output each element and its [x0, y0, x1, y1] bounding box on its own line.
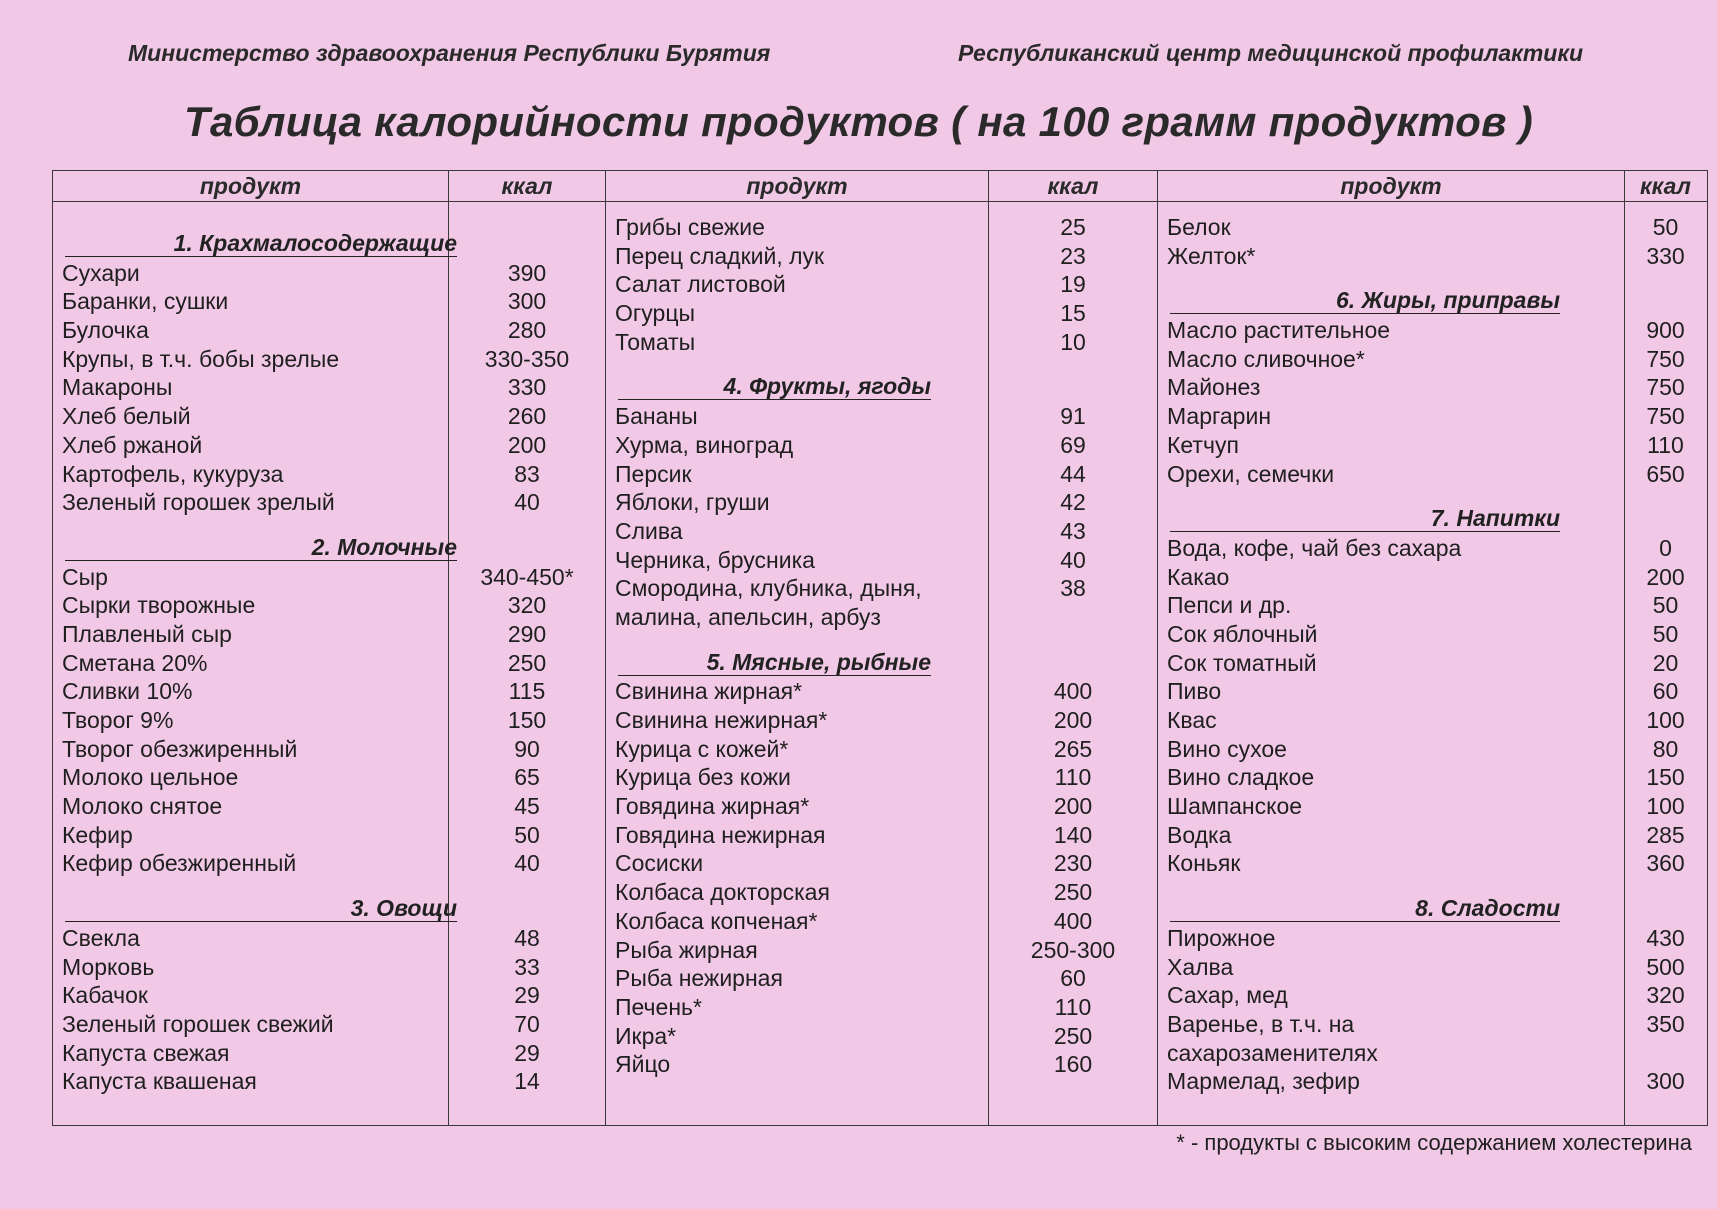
product-name: Кетчуп: [1167, 431, 1239, 458]
section-spacer: [606, 632, 1157, 649]
product-name: Сырки творожные: [62, 592, 256, 619]
product-name: Желток*: [1167, 242, 1256, 269]
kcal-value: 29: [514, 1039, 540, 1066]
kcal-value: 110: [1054, 764, 1092, 791]
table-row: [1158, 431, 1707, 460]
section-title: 5. Мясные, рыбные: [618, 649, 931, 676]
section-heading: [606, 373, 1157, 402]
table-row: [606, 402, 1157, 431]
kcal-value: 110: [1054, 993, 1092, 1020]
kcal-value: 83: [514, 460, 540, 487]
kcal-value: 400: [1053, 907, 1093, 934]
kcal-value: 150: [1646, 764, 1685, 791]
table-row: [53, 563, 605, 592]
table-row: [1158, 620, 1707, 649]
kcal-value: 70: [514, 1010, 540, 1037]
table-row: [53, 431, 605, 460]
table-row: [1158, 735, 1707, 764]
table-row: [606, 328, 1157, 357]
column-body: [606, 213, 1157, 1079]
column-header: [53, 171, 605, 202]
table-row: [1158, 345, 1707, 374]
document-title: Таблица калорийности продуктов ( на 100 грамм продуктов ): [184, 98, 1533, 145]
kcal-value: 250: [1053, 879, 1093, 906]
product-name: Смородина, клубника, дыня,: [615, 575, 922, 602]
kcal-value: 250-300: [1030, 936, 1116, 963]
table-row: [1158, 1039, 1707, 1068]
product-name: Хлеб ржаной: [62, 431, 203, 458]
product-name: Сок томатный: [1167, 649, 1317, 676]
kcal-value: 40: [1060, 546, 1086, 573]
section-heading: [53, 230, 605, 259]
kcal-value: 250: [1053, 1022, 1093, 1049]
product-name: Зеленый горошек свежий: [62, 1010, 334, 1037]
product-name: Рыба нежирная: [615, 965, 783, 992]
kcal-value: 42: [1060, 489, 1086, 516]
table-row: [1158, 821, 1707, 850]
kcal-value: 230: [1053, 850, 1093, 877]
product-name: Рыба жирная: [615, 936, 758, 963]
table-row: [1158, 649, 1707, 678]
product-name: Сок яблочный: [1167, 620, 1318, 647]
kcal-value: 50: [1652, 592, 1679, 619]
kcal-value: 50: [514, 821, 540, 848]
kcal-value: 320: [507, 592, 547, 619]
product-name: Сахар, мед: [1167, 982, 1288, 1009]
kcal-value: 43: [1060, 517, 1086, 544]
product-name: Халва: [1167, 953, 1234, 980]
kcal-value: 60: [1060, 965, 1086, 992]
product-name: Баранки, сушки: [62, 288, 229, 315]
table-row: [53, 1010, 605, 1039]
kcal-value: 160: [1053, 1051, 1093, 1078]
table-row: [1158, 460, 1707, 489]
product-name: Персик: [615, 460, 692, 487]
product-name: Кефир обезжиренный: [62, 850, 297, 877]
section-heading: [53, 895, 605, 924]
product-name: Какао: [1167, 563, 1230, 590]
product-name: Сметана 20%: [62, 649, 208, 676]
kcal-value: 330-350: [484, 345, 570, 372]
product-name: Свинина жирная*: [615, 678, 803, 705]
column-header: [606, 171, 1157, 202]
product-name: Курица с кожей*: [615, 735, 789, 762]
kcal-value: 91: [1060, 403, 1086, 430]
product-name: Капуста квашеная: [62, 1068, 257, 1095]
calorie-table: [52, 170, 1708, 1126]
kcal-value: 285: [1646, 821, 1685, 848]
section-heading: [1158, 895, 1707, 924]
kcal-value: 300: [507, 288, 547, 315]
table-row: [53, 259, 605, 288]
product-name: Крупы, в т.ч. бобы зрелые: [62, 345, 340, 372]
product-name: Водка: [1167, 821, 1232, 848]
product-name: Орехи, семечки: [1167, 460, 1335, 487]
table-row: [606, 936, 1157, 965]
table-row: [606, 907, 1157, 936]
table-row: [53, 706, 605, 735]
table-row: [606, 677, 1157, 706]
product-name: Коньяк: [1167, 850, 1241, 877]
product-name: малина, апельсин, арбуз: [615, 603, 881, 630]
kcal-value: 44: [1060, 460, 1086, 487]
table-row: [606, 574, 1157, 603]
table-row: [53, 287, 605, 316]
kcal-value: 650: [1646, 460, 1685, 487]
product-name: Картофель, кукуруза: [62, 460, 284, 487]
product-name: Говядина жирная*: [615, 793, 810, 820]
section-spacer: [53, 517, 605, 534]
product-name: Бананы: [615, 403, 698, 430]
kcal-value: 260: [507, 403, 547, 430]
product-name: Черника, брусника: [615, 546, 815, 573]
table-row: [53, 460, 605, 489]
kcal-value: 14: [514, 1068, 540, 1095]
column-body: [1158, 213, 1707, 1096]
kcal-value: 750: [1646, 345, 1685, 372]
product-name: Свинина нежирная*: [615, 707, 828, 733]
table-row: [1158, 563, 1707, 592]
kcal-value: 350: [1646, 1010, 1685, 1037]
kcal-value: 40: [514, 850, 540, 877]
kcal-value: 29: [514, 982, 540, 1009]
table-row: [606, 431, 1157, 460]
table-row: [53, 316, 605, 345]
table-row: [606, 488, 1157, 517]
table-row: [1158, 792, 1707, 821]
table-row: [1158, 953, 1707, 982]
table-row: [606, 763, 1157, 792]
table-row: [1158, 981, 1707, 1010]
kcal-value: 400: [1053, 678, 1093, 705]
kcal-value: 65: [514, 764, 540, 791]
product-name: Зеленый горошек зрелый: [62, 489, 335, 516]
kcal-value: 750: [1646, 403, 1685, 430]
product-name: Огурцы: [615, 300, 696, 327]
table-row: [1158, 763, 1707, 792]
kcal-value: 50: [1652, 620, 1679, 647]
kcal-value: 90: [514, 735, 540, 762]
product-name: Белок: [1167, 214, 1231, 240]
kcal-value: 330: [1646, 242, 1685, 269]
product-name: Яблоки, груши: [615, 489, 770, 516]
table-column-1: [53, 171, 606, 1125]
section-title: 7. Напитки: [1170, 505, 1560, 532]
table-row: [1158, 402, 1707, 431]
section-heading: [1158, 287, 1707, 316]
kcal-value: 48: [514, 924, 540, 951]
table-row: [606, 460, 1157, 489]
table-column-2: [606, 171, 1158, 1125]
table-row: [606, 299, 1157, 328]
product-name: Хлеб белый: [62, 403, 191, 430]
table-row: [53, 373, 605, 402]
kcal-value: 10: [1060, 328, 1086, 355]
section-heading: [53, 534, 605, 563]
product-name: Салат листовой: [615, 271, 786, 298]
product-name: Майонез: [1167, 374, 1261, 401]
kcal-value: 340-450*: [480, 563, 574, 590]
product-name: Мармелад, зефир: [1167, 1068, 1360, 1095]
kcal-value: 60: [1652, 678, 1679, 705]
section-title: 1. Крахмалосодержащие: [65, 230, 457, 257]
product-name: Макароны: [62, 374, 173, 401]
product-name: Пиво: [1167, 678, 1222, 705]
kcal-value: 33: [514, 953, 540, 980]
table-row: [606, 546, 1157, 575]
table-row: [1158, 706, 1707, 735]
kcal-value: 50: [1652, 214, 1679, 240]
product-name: Маргарин: [1167, 403, 1272, 430]
kcal-value: 25: [1060, 214, 1086, 240]
product-name: сахарозаменителях: [1167, 1039, 1378, 1066]
header-kcal: ккал: [1640, 173, 1691, 199]
header-product: продукт: [746, 173, 848, 199]
table-row: [606, 1022, 1157, 1051]
header-kcal: ккал: [501, 173, 553, 199]
section-title: 3. Овощи: [65, 895, 457, 922]
kcal-value: 200: [1646, 563, 1685, 590]
table-row: [606, 603, 1157, 632]
product-name: Пирожное: [1167, 924, 1276, 951]
table-column-3: [1158, 171, 1707, 1125]
kcal-value: 320: [1646, 982, 1685, 1009]
kcal-value: 140: [1053, 821, 1093, 848]
table-row: [1158, 677, 1707, 706]
table-row: [1158, 1067, 1707, 1096]
product-name: Хурма, виноград: [615, 431, 794, 458]
product-name: Перец сладкий, лук: [615, 242, 825, 269]
product-name: Пепси и др.: [1167, 592, 1292, 619]
section-spacer: [1158, 270, 1707, 287]
product-name: Творог 9%: [62, 707, 174, 733]
kcal-value: 0: [1659, 534, 1672, 561]
section-spacer: [606, 356, 1157, 373]
product-name: Курица без кожи: [615, 764, 791, 791]
table-row: [606, 792, 1157, 821]
table-row: [606, 1050, 1157, 1079]
section-spacer: [1158, 878, 1707, 895]
kcal-value: 19: [1060, 271, 1086, 298]
product-name: Сливки 10%: [62, 678, 193, 705]
kcal-value: 45: [514, 793, 540, 820]
header-product: продукт: [1340, 173, 1442, 199]
header-product: продукт: [199, 173, 302, 199]
table-row: [606, 821, 1157, 850]
product-name: Говядина нежирная: [615, 821, 826, 848]
kcal-value: 100: [1646, 707, 1685, 733]
table-row: [53, 849, 605, 878]
section-spacer: [53, 878, 605, 895]
product-name: Икра*: [615, 1022, 677, 1049]
table-row: [53, 488, 605, 517]
kcal-value: 300: [1646, 1068, 1685, 1095]
table-row: [53, 763, 605, 792]
center-name: Республиканский центр медицинской профилактики: [958, 40, 1584, 66]
table-row: [1158, 591, 1707, 620]
product-name: Свекла: [62, 924, 140, 951]
kcal-value: 110: [1647, 431, 1684, 458]
product-name: Масло растительное: [1167, 317, 1391, 344]
product-name: Молоко снятое: [62, 793, 223, 820]
section-title: 8. Сладости: [1170, 895, 1560, 922]
kcal-value: 80: [1652, 735, 1679, 762]
table-row: [606, 517, 1157, 546]
kcal-value: 200: [1053, 707, 1093, 733]
section-title: 4. Фрукты, ягоды: [618, 373, 931, 400]
product-name: Печень*: [615, 993, 702, 1020]
product-name: Плавленый сыр: [62, 620, 232, 647]
product-name: Квас: [1167, 707, 1217, 733]
table-row: [53, 1039, 605, 1068]
section-spacer: [53, 213, 605, 230]
product-name: Слива: [615, 517, 683, 544]
product-name: Грибы свежие: [615, 214, 765, 240]
product-name: Кефир: [62, 821, 133, 848]
product-name: Вино сладкое: [1167, 764, 1315, 791]
table-row: [53, 677, 605, 706]
table-row: [53, 981, 605, 1010]
kcal-value: 200: [507, 431, 547, 458]
table-row: [606, 735, 1157, 764]
product-name: Томаты: [615, 328, 696, 355]
table-row: [606, 706, 1157, 735]
kcal-value: 100: [1646, 793, 1685, 820]
table-row: [53, 924, 605, 953]
table-row: [606, 270, 1157, 299]
kcal-value: 115: [508, 678, 546, 705]
product-name: Масло сливочное*: [1167, 345, 1365, 372]
table-row: [1158, 849, 1707, 878]
kcal-value: 360: [1646, 850, 1685, 877]
kcal-value: 15: [1060, 300, 1086, 327]
section-title: 6. Жиры, приправы: [1170, 287, 1560, 314]
table-row: [53, 345, 605, 374]
product-name: Сухари: [62, 259, 140, 286]
table-row: [1158, 1010, 1707, 1039]
kcal-value: 20: [1652, 649, 1679, 676]
kcal-value: 900: [1646, 317, 1685, 344]
ministry-name: Министерство здравоохранения Республики Бурятия: [128, 40, 771, 66]
kcal-value: 280: [507, 317, 547, 344]
table-row: [606, 849, 1157, 878]
table-row: [1158, 213, 1707, 242]
product-name: Творог обезжиренный: [62, 735, 298, 762]
table-row: [1158, 373, 1707, 402]
header-kcal: ккал: [1047, 173, 1099, 199]
column-body: [53, 213, 605, 1096]
table-row: [606, 993, 1157, 1022]
product-name: Варенье, в т.ч. на: [1167, 1010, 1355, 1037]
table-row: [53, 591, 605, 620]
section-heading: [606, 649, 1157, 678]
kcal-value: 265: [1053, 735, 1093, 762]
product-name: Шампанское: [1167, 793, 1303, 820]
kcal-value: 500: [1646, 953, 1685, 980]
product-name: Морковь: [62, 953, 155, 980]
kcal-value: 750: [1646, 374, 1685, 401]
product-name: Булочка: [62, 317, 149, 344]
product-name: Сыр: [62, 563, 108, 590]
kcal-value: 38: [1060, 575, 1086, 602]
kcal-value: 290: [507, 620, 547, 647]
table-row: [53, 735, 605, 764]
product-name: Колбаса докторская: [615, 879, 830, 906]
section-heading: [1158, 505, 1707, 534]
table-row: [53, 620, 605, 649]
product-name: Молоко цельное: [62, 764, 239, 791]
table-row: [606, 242, 1157, 271]
table-row: [53, 1067, 605, 1096]
product-name: Сосиски: [615, 850, 704, 877]
table-row: [1158, 924, 1707, 953]
table-row: [53, 792, 605, 821]
product-name: Кабачок: [62, 982, 148, 1009]
table-row: [53, 821, 605, 850]
kcal-value: 23: [1060, 242, 1086, 269]
table-row: [606, 878, 1157, 907]
kcal-value: 430: [1646, 924, 1685, 951]
kcal-value: 390: [507, 259, 547, 286]
section-spacer: [1158, 488, 1707, 505]
kcal-value: 200: [1053, 793, 1093, 820]
table-row: [606, 964, 1157, 993]
section-title: 2. Молочные: [65, 534, 457, 561]
kcal-value: 69: [1060, 431, 1086, 458]
kcal-value: 150: [507, 707, 547, 733]
product-name: Капуста свежая: [62, 1039, 230, 1066]
kcal-value: 250: [507, 649, 547, 676]
table-row: [1158, 534, 1707, 563]
product-name: Вода, кофе, чай без сахара: [1167, 534, 1462, 561]
kcal-value: 40: [514, 489, 540, 516]
footnote: * - продукты с высоким содержанием холестерина: [1176, 1130, 1692, 1155]
table-row: [1158, 316, 1707, 345]
table-row: [1158, 242, 1707, 271]
table-row: [53, 402, 605, 431]
table-row: [606, 213, 1157, 242]
kcal-value: 330: [507, 374, 547, 401]
product-name: Яйцо: [615, 1051, 671, 1078]
product-name: Вино сухое: [1167, 735, 1287, 762]
product-name: Колбаса копченая*: [615, 907, 818, 934]
table-row: [53, 649, 605, 678]
table-row: [53, 953, 605, 982]
